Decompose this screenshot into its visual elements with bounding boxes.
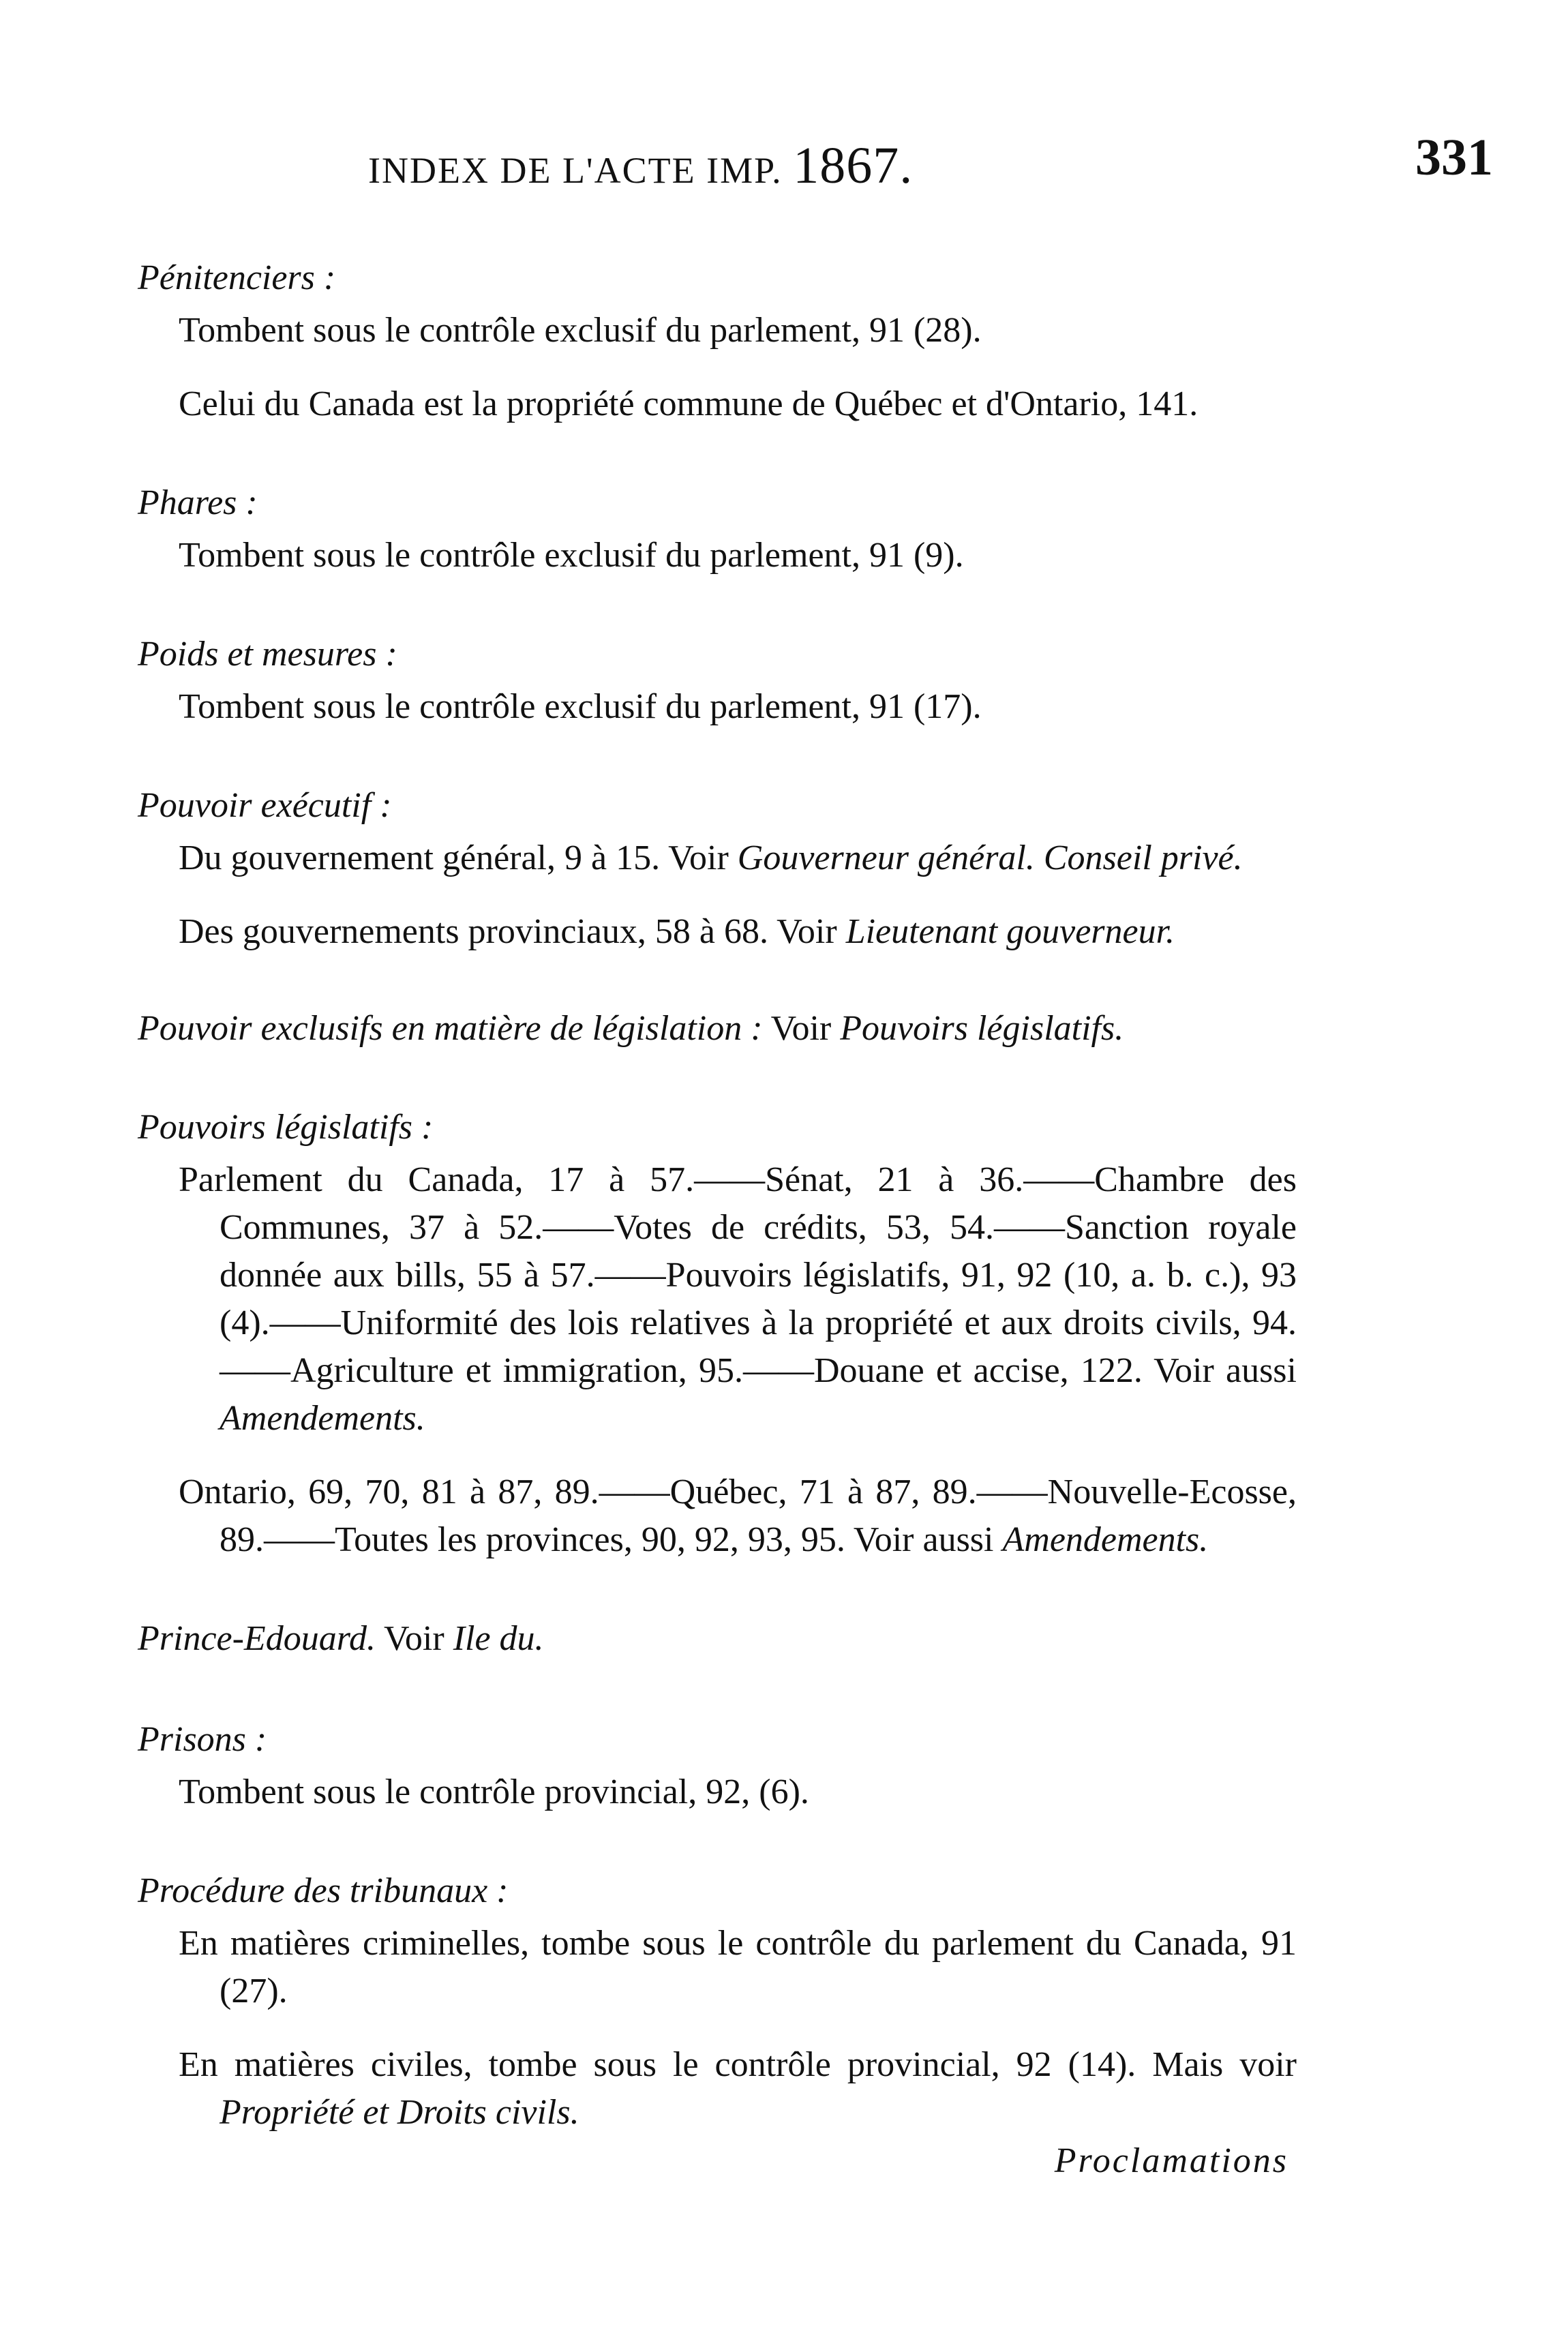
cross-reference: Ile du.	[453, 1619, 544, 1658]
entry-heading	[138, 1005, 1297, 1053]
subitem-text: Parlement du Canada, 17 à 57.——Sénat, 21 à 36.——Chambre des Communes, 37 à 52.——Votes de crédits, 53, 54.——Sanction royale donnée aux bills, 55 à 57.——Pouvoirs législatifs, 91, 92 (10, a. b. c.), 93 (4).——Uniformité des lois relatives à la propriété et aux droits civils, 94.——Agriculture et immigration, 95.——Douane et accise, 122. Voir aussi	[179, 1160, 1297, 1390]
page-number: 331	[1415, 129, 1493, 186]
index-entry	[138, 477, 1297, 579]
subitem-text: Tombent sous le contrôle exclusif du parlement, 91 (17).	[179, 687, 982, 726]
entry-subitem	[138, 1468, 1297, 1564]
index-entry	[138, 1005, 1297, 1053]
entry-heading: Pénitenciers :	[138, 258, 336, 297]
entry-subitem	[138, 380, 1297, 428]
entry-subitem	[138, 683, 1297, 731]
subitem-text: En matières civiles, tombe sous le contrôle provincial, 92 (14). Mais voir	[179, 2045, 1297, 2084]
page-header	[0, 123, 1568, 198]
cross-reference: Lieutenant gouverneur.	[845, 912, 1175, 951]
entry-subitem	[138, 1920, 1297, 2015]
index-entry	[138, 1865, 1297, 2137]
subitem-text: Des gouvernements provinciaux, 58 à 68. Voir	[179, 912, 846, 951]
subitem-text: Tombent sous le contrôle exclusif du parlement, 91 (9).	[179, 536, 964, 575]
index-entry	[138, 780, 1297, 956]
entry-heading: Procédure des tribunaux :	[138, 1871, 509, 1910]
index-body	[138, 252, 1297, 2186]
cross-reference: Amendements.	[1002, 1520, 1209, 1559]
subitem-text: En matières criminelles, tombe sous le contrôle du parlement du Canada, 91 (27).	[179, 1924, 1297, 2010]
entry-subitem	[138, 2041, 1297, 2137]
running-title	[368, 136, 913, 196]
index-entry	[138, 1714, 1297, 1816]
entry-heading: Poids et mesures :	[138, 635, 397, 674]
index-entry	[138, 252, 1297, 428]
entry-heading: Phares :	[138, 483, 258, 522]
entry-heading: Pouvoirs législatifs :	[138, 1108, 434, 1147]
cross-reference: Propriété et Droits civils.	[220, 2093, 579, 2132]
running-title-year: 1867.	[793, 137, 914, 194]
entry-heading-text: Pouvoir exclusifs en matière de législation :	[138, 1009, 763, 1048]
subitem-text: Celui du Canada est la propriété commune de Québec et d'Ontario, 141.	[179, 385, 1198, 423]
cross-reference: Amendements.	[220, 1399, 425, 1438]
index-entry	[138, 1613, 1297, 1665]
entry-subitem	[138, 1768, 1297, 1816]
entry-heading-text: Prince-Edouard.	[138, 1619, 376, 1658]
index-entry	[138, 629, 1297, 731]
entry-heading	[138, 1613, 1297, 1665]
subitem-text: Tombent sous le contrôle exclusif du parlement, 91 (28).	[179, 311, 982, 350]
entry-heading: Pouvoir exécutif :	[138, 786, 392, 825]
index-entry	[138, 1102, 1297, 1564]
entry-subitem	[138, 908, 1297, 956]
entry-subitem	[138, 1156, 1297, 1443]
catchword: Proclamations	[1054, 2141, 1288, 2180]
entry-heading: Prisons :	[138, 1720, 267, 1759]
cross-reference: Gouverneur général. Conseil privé.	[737, 839, 1243, 877]
see-text: Voir	[376, 1619, 453, 1658]
see-text: Voir	[762, 1009, 841, 1048]
running-title-text: INDEX DE L'ACTE IMP.	[368, 150, 783, 191]
subitem-text: Tombent sous le contrôle provincial, 92, (6).	[179, 1773, 809, 1811]
subitem-text: Ontario, 69, 70, 81 à 87, 89.——Québec, 71 à 87, 89.——Nouvelle-Ecosse, 89.——Toutes les provinces, 90, 92, 93, 95. Voir aussi	[179, 1473, 1297, 1559]
entry-subitem	[138, 834, 1297, 882]
entry-subitem	[138, 307, 1297, 355]
cross-reference: Pouvoirs législatifs.	[840, 1009, 1124, 1048]
entry-subitem	[138, 532, 1297, 579]
subitem-text: Du gouvernement général, 9 à 15. Voir	[179, 839, 738, 877]
